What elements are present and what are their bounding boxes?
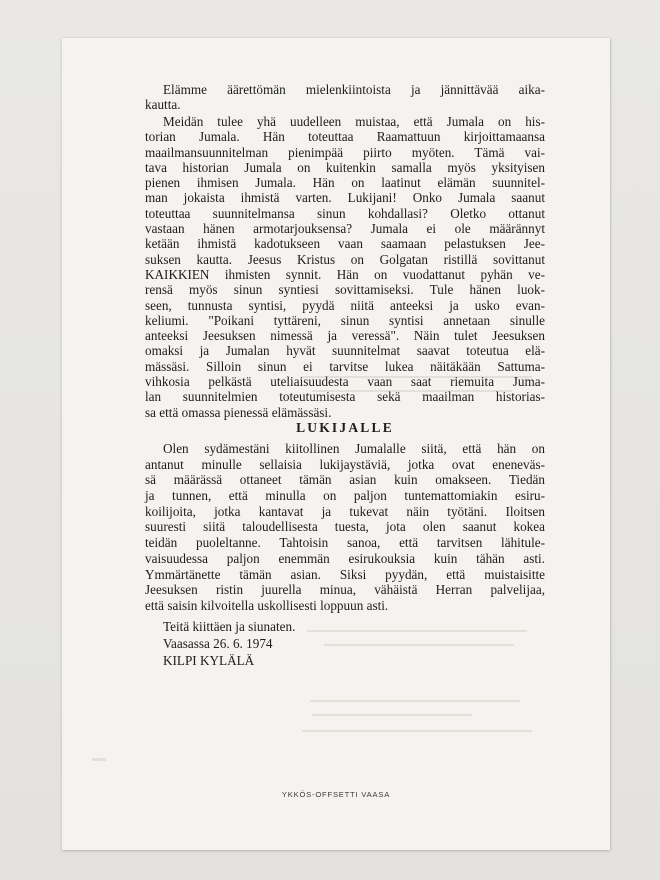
- text-line: Meidän tulee yhä uudelleen muistaa, että Jumala on his-: [163, 114, 545, 129]
- text-line: toteuttaa suunnitelmansa sinun kohdallasi? Oletko ottanut: [145, 205, 545, 221]
- text-line: mässäsi. Silloin sinun ei tarvitse lukea näitäkään Sattuma-: [145, 358, 545, 374]
- text-line: koilijoita, jotka kantavat ja tukevat näin työtäni. Iloitsen: [145, 503, 545, 519]
- text-line: kautta.: [145, 97, 181, 113]
- text-line: vaisuudessa paljon enemmän esirukouksia kuin tähän asti.: [145, 550, 545, 566]
- text-line: että saisin kilvoitella uskollisesti loppuun asti.: [145, 597, 389, 613]
- reader-paragraph: [145, 441, 545, 614]
- signature-line: KILPI KYLÄLÄ: [163, 653, 255, 669]
- text-line: KAIKKIEN ihmisten synnit. Hän on vuodattanut pyhän ve-: [145, 266, 545, 282]
- text-line: ja tunnen, että minulla on paljon tuntemattomiakin esiru-: [145, 488, 545, 504]
- text-line: keliumi. "Poikani tyttäreni, sinun syntisi annetaan sinulle: [145, 312, 545, 328]
- printer-imprint: YKKÖS-OFFSETTI VAASA: [281, 790, 391, 799]
- section-heading: LUKIJALLE: [296, 420, 394, 435]
- text-line: tava historian Jumala on kuitenkin samalla myös yksityisen: [145, 159, 545, 175]
- greeting-line: Teitä kiittäen ja siunaten.: [163, 619, 296, 634]
- booklet-page: [62, 38, 610, 850]
- text-line: omaksi ja Jumalan hyvät suunnitelmat saavat toteutua elä-: [145, 343, 545, 359]
- text-line: antanut minulle sellaisia lukijaystäviä, jotka ovat eneneväs-: [145, 456, 545, 472]
- text-line: torian Jumala. Hän toteuttaa Raamattuun kirjoittamaansa: [145, 129, 545, 145]
- text-line: anteeksi Jeesuksen nimessä ja veressä". Näin tulet Jeesuksen: [145, 328, 545, 344]
- text-line: maailmansuunnitelman pienimpää piirto myöten. Tämä vai-: [145, 144, 545, 160]
- intro-paragraph: [145, 82, 545, 113]
- text-line: Olen sydämestäni kiitollinen Jumalalle siitä, että hän on: [163, 441, 545, 456]
- text-line: Jeesuksen ristin juurella minua, vähäistä Herran palvelijaa,: [145, 582, 545, 598]
- text-line: seen, tunnusta syntisi, pyydä niitä anteeksi ja usko evan-: [145, 297, 545, 313]
- text-line: man jokaista ihmistä varten. Lukijani! Onko Jumala saanut: [145, 190, 545, 206]
- main-paragraph: [145, 114, 545, 420]
- text-line: Ymmärtänette tämän asian. Siksi pyydän, että muistaisitte: [145, 566, 545, 582]
- text-line: teidän puoleltanne. Tahtoisin sanoa, että tarvitsen lähitule-: [145, 535, 545, 551]
- text-line: rensä myös sinun syntiesi sovittamiseksi. Tule hänen luok-: [145, 282, 545, 298]
- text-line: pienen ihmisen Jumala. Hän on laatinut elämän suunnitel-: [145, 175, 545, 191]
- text-line: sä määrässä ottaneet tämän asian kuin omakseen. Tiedän: [145, 472, 545, 488]
- text-line: lan suunnitelmien toteutumisesta sekä maailman historias-: [145, 389, 545, 405]
- document-page: [62, 38, 610, 850]
- place-date-line: Vaasassa 26. 6. 1974: [163, 636, 273, 652]
- text-line: vastaan hänen armotarjouksensa? Jumala ei ole määrännyt: [145, 221, 545, 237]
- text-line: vihkosia pelkästä uteliaisuudesta vaan saat riemuita Juma-: [145, 374, 545, 390]
- text-line: suuresti siitä taloudellisesta tuesta, jota olen saanut kokea: [145, 519, 545, 535]
- text-line: suksen kautta. Jeesus Kristus on Golgatan ristillä sovittanut: [145, 251, 545, 267]
- text-line: ketään ihmistä kadotukseen vaan saamaan pelastuksen Jee-: [145, 236, 545, 252]
- text-line: Elämme äärettömän mielenkiintoista ja jännittävää aika-: [163, 82, 545, 97]
- text-line: sa että omassa pienessä elämässäsi.: [145, 404, 332, 420]
- closing-block: [145, 618, 505, 670]
